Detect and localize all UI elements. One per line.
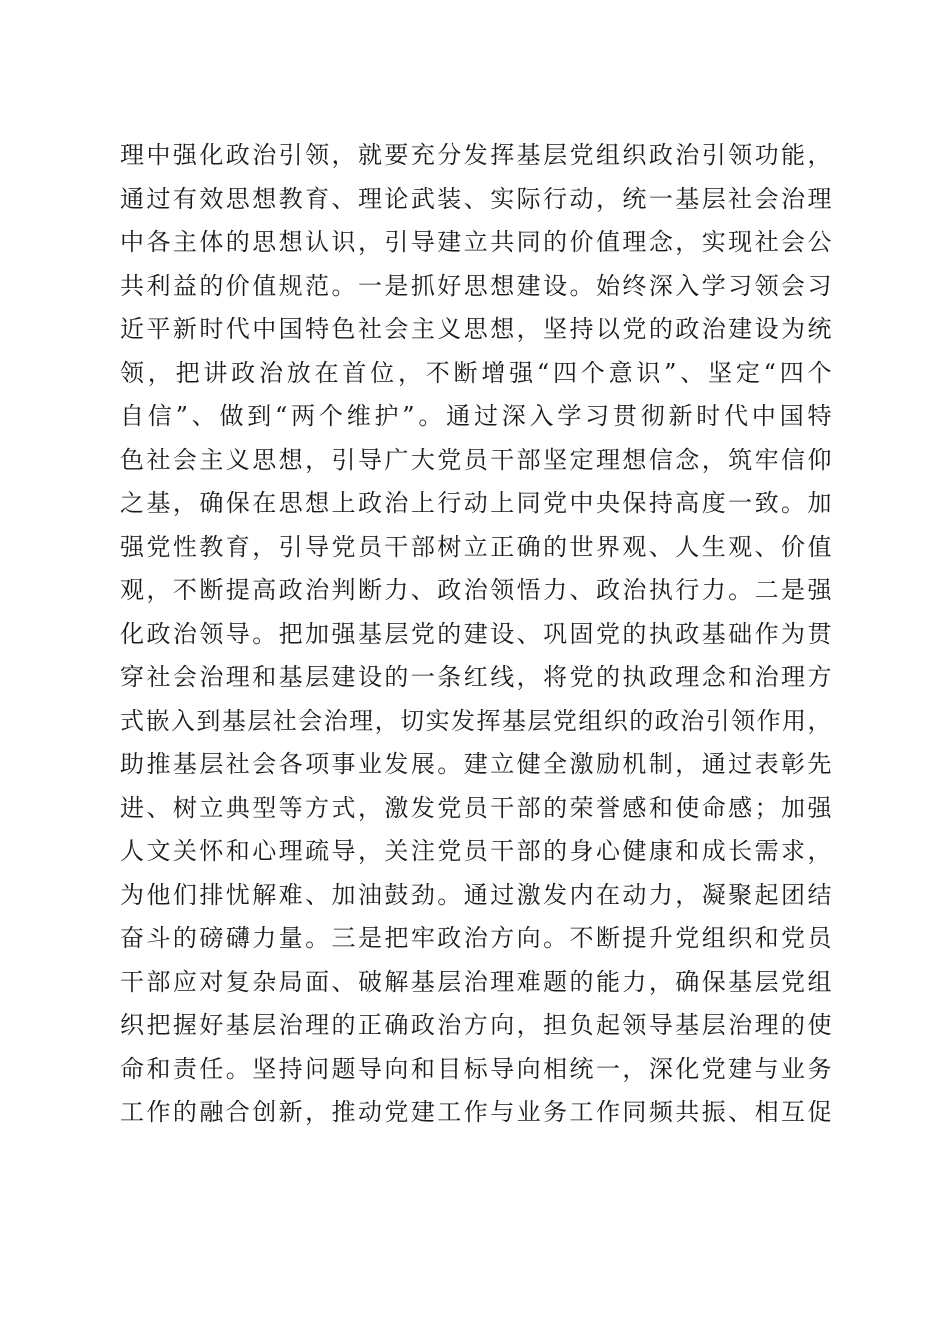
text-line: 之基，确保在思想上政治上行动上同党中央保持高度一致。加 [120, 489, 832, 517]
text-line: 共利益的价值规范。一是抓好思想建设。始终深入学习领会习 [120, 271, 832, 300]
text-line: 工作的融合创新，推动党建工作与业务工作同频共振、相互促 [120, 1098, 832, 1126]
text-line: 进、树立典型等方式，激发党员干部的荣誉感和使命感；加强 [120, 793, 832, 822]
text-line: 干部应对复杂局面、破解基层治理难题的能力，确保基层党组 [120, 967, 832, 996]
text-line: 通过有效思想教育、理论武装、实际行动，统一基层社会治理 [120, 184, 832, 213]
text-line: 命和责任。坚持问题导向和目标导向相统一，深化党建与业务 [120, 1054, 832, 1083]
text-line: 自信”、做到“两个维护”。通过深入学习贯彻新时代中国特 [120, 402, 832, 430]
text-line: 近平新时代中国特色社会主义思想，坚持以党的政治建设为统 [120, 315, 832, 343]
text-line: 观，不断提高政治判断力、政治领悟力、政治执行力。二是强 [120, 576, 832, 604]
text-line: 化政治领导。把加强基层党的建设、巩固党的执政基础作为贯 [120, 619, 832, 648]
text-line: 领，把讲政治放在首位，不断增强“四个意识”、坚定“四个 [120, 358, 832, 387]
text-line: 为他们排忧解难、加油鼓劲。通过激发内在动力，凝聚起团结 [120, 880, 832, 909]
text-line: 中各主体的思想认识，引导建立共同的价值理念，实现社会公 [120, 228, 832, 256]
text-line: 织把握好基层治理的正确政治方向，担负起领导基层治理的使 [120, 1011, 832, 1039]
text-line: 助推基层社会各项事业发展。建立健全激励机制，通过表彰先 [120, 750, 832, 778]
text-line: 强党性教育，引导党员干部树立正确的世界观、人生观、价值 [120, 532, 832, 561]
text-line: 奋斗的磅礴力量。三是把牢政治方向。不断提升党组织和党员 [120, 924, 832, 952]
text-line: 人文关怀和心理疏导，关注党员干部的身心健康和成长需求， [120, 837, 832, 865]
body-text [120, 134, 832, 1135]
text-line: 穿社会治理和基层建设的一条红线，将党的执政理念和治理方 [120, 663, 832, 691]
text-line: 理中强化政治引领，就要充分发挥基层党组织政治引领功能， [120, 141, 832, 169]
text-line: 式嵌入到基层社会治理，切实发挥基层党组织的政治引领作用， [120, 706, 832, 735]
text-line: 色社会主义思想，引导广大党员干部坚定理想信念，筑牢信仰 [120, 445, 832, 474]
